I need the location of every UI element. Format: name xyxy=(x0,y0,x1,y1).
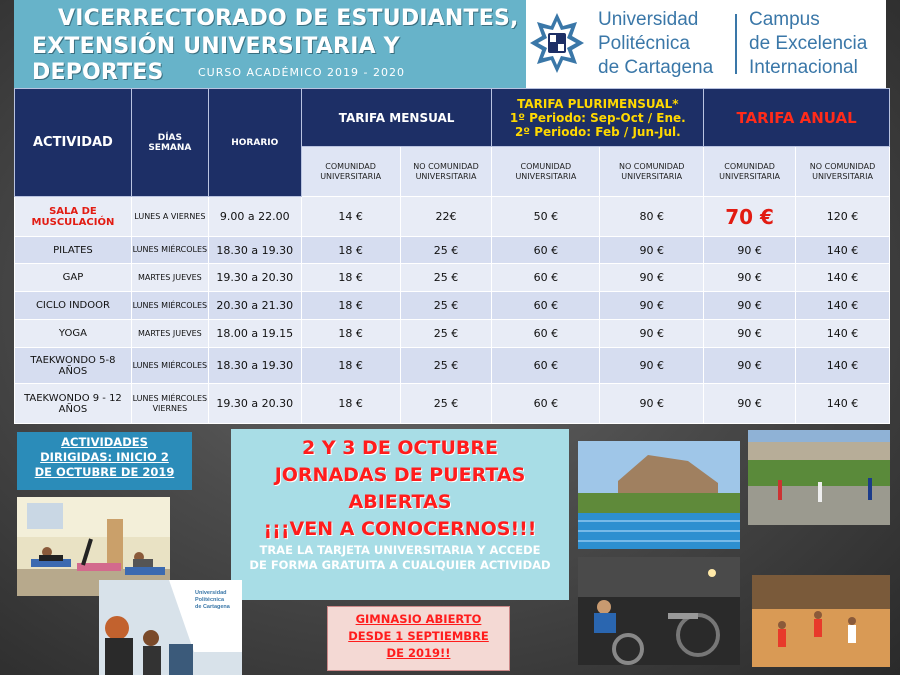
cell-horario: 20.30 a 21.30 xyxy=(208,292,301,320)
table-row xyxy=(15,348,890,384)
campus-line: de Excelencia xyxy=(749,33,868,54)
cell-price: 25 € xyxy=(400,348,492,384)
cell-dias: LUNES MIÉRCOLES xyxy=(131,348,208,384)
dirigidas-line: ACTIVIDADES xyxy=(61,435,148,449)
cell-price: 120 € xyxy=(796,197,890,237)
subheader-cell: COMUNIDAD UNIVERSITARIA xyxy=(492,147,600,197)
cell-price: 140 € xyxy=(796,320,890,348)
table-row xyxy=(15,237,890,264)
rates-table xyxy=(14,88,890,424)
dirigidas-line: DE OCTUBRE DE 2019 xyxy=(34,465,175,479)
cell-price: 22€ xyxy=(400,197,492,237)
cell-dias: MARTES JUEVES xyxy=(131,264,208,292)
university-name-line: de Cartagena xyxy=(598,57,714,78)
cell-horario: 19.30 a 20.30 xyxy=(208,264,301,292)
cell-price: 60 € xyxy=(492,237,600,264)
cell-dias: MARTES JUEVES xyxy=(131,320,208,348)
open-days-title: JORNADAS DE PUERTAS xyxy=(274,464,526,486)
cell-price: 50 € xyxy=(492,197,600,237)
header-title-line2: EXTENSIÓN UNIVERSITARIA Y DEPORTES xyxy=(32,34,400,85)
cell-price: 90 € xyxy=(704,237,796,264)
indoor-sports-photo xyxy=(752,575,890,667)
plurimensual-title: TARIFA PLURIMENSUAL* xyxy=(517,96,679,111)
cell-price: 90 € xyxy=(600,264,704,292)
university-emblem-icon xyxy=(529,12,585,74)
pool-photo xyxy=(578,441,740,549)
cell-price: 90 € xyxy=(704,264,796,292)
cell-price: 25 € xyxy=(400,320,492,348)
gym-line: GIMNASIO ABIERTO xyxy=(355,612,482,626)
cell-price: 25 € xyxy=(400,384,492,424)
cell-price: 90 € xyxy=(704,292,796,320)
cell-price: 140 € xyxy=(796,348,890,384)
campus-excelencia xyxy=(749,8,867,80)
cell-price: 90 € xyxy=(704,384,796,424)
cell-price: 60 € xyxy=(492,320,600,348)
col-tarifa-mensual: TARIFA MENSUAL xyxy=(301,89,492,147)
table-row xyxy=(15,384,890,424)
cell-price: 18 € xyxy=(301,384,400,424)
header-title-line1: VICERRECTORADO DE ESTUDIANTES, xyxy=(58,6,519,31)
cell-actividad: TAEKWONDO 5-8 AÑOS xyxy=(15,348,132,384)
subheader-cell: NO COMUNIDAD UNIVERSITARIA xyxy=(600,147,704,197)
actividades-dirigidas-box xyxy=(17,432,192,490)
gym-line: DE 2019!! xyxy=(386,646,451,660)
cell-actividad: YOGA xyxy=(15,320,132,348)
cell-price: 90 € xyxy=(704,320,796,348)
col-actividad: ACTIVIDAD xyxy=(15,89,132,197)
gym-line: DESDE 1 SEPTIEMBRE xyxy=(348,629,489,643)
cell-dias: LUNES MIÉRCOLES xyxy=(131,292,208,320)
spinning-photo xyxy=(578,557,740,665)
cell-dias: LUNES A VIERNES xyxy=(131,197,208,237)
table-row xyxy=(15,264,890,292)
cell-price: 25 € xyxy=(400,292,492,320)
course-year: CURSO ACADÉMICO 2019 - 2020 xyxy=(198,66,405,79)
cell-price: 18 € xyxy=(301,264,400,292)
cell-actividad: GAP xyxy=(15,264,132,292)
cell-price: 60 € xyxy=(492,384,600,424)
cell-actividad: PILATES xyxy=(15,237,132,264)
cell-price: 140 € xyxy=(796,292,890,320)
banner-text-line: Universidad xyxy=(195,590,227,596)
cell-dias: LUNES MIÉRCOLES xyxy=(131,237,208,264)
cell-price: 60 € xyxy=(492,264,600,292)
cell-price: 80 € xyxy=(600,197,704,237)
university-name xyxy=(598,8,713,80)
cell-price: 25 € xyxy=(400,264,492,292)
campus-line: Internacional xyxy=(749,57,858,78)
banner-text-line: de Cartagena xyxy=(195,604,230,610)
plurimensual-period2: 2º Periodo: Feb / Jun-Jul. xyxy=(514,124,681,139)
campus-line: Campus xyxy=(749,9,820,30)
header-divider xyxy=(735,14,737,74)
cell-horario: 19.30 a 20.30 xyxy=(208,384,301,424)
cell-price: 60 € xyxy=(492,348,600,384)
table-row xyxy=(15,197,890,237)
subheader-cell: COMUNIDAD UNIVERSITARIA xyxy=(301,147,400,197)
table-row xyxy=(15,320,890,348)
cell-price: 140 € xyxy=(796,264,890,292)
card-access-text: TRAE LA TARJETA UNIVERSITARIA Y ACCEDE DE FORMA GRATUITA A CUALQUIER ACTIVIDAD xyxy=(249,543,551,572)
open-days-cta: ¡¡¡VEN A CONOCERNOS!!! xyxy=(263,518,537,540)
banner-text-line: Politécnica xyxy=(195,597,225,603)
cell-price-highlight: 70 € xyxy=(704,197,796,237)
university-name-line: Universidad xyxy=(598,9,699,30)
subheader-cell: COMUNIDAD UNIVERSITARIA xyxy=(704,147,796,197)
cell-price: 18 € xyxy=(301,292,400,320)
open-days-title-2: ABIERTAS xyxy=(348,491,452,513)
cell-price: 90 € xyxy=(600,320,704,348)
col-horario: HORARIO xyxy=(208,89,301,197)
banner-people-photo xyxy=(99,580,242,675)
subheader-cell: NO COMUNIDAD UNIVERSITARIA xyxy=(796,147,890,197)
open-days-dates: 2 Y 3 DE OCTUBRE xyxy=(302,437,498,459)
cell-price: 18 € xyxy=(301,320,400,348)
cell-price: 90 € xyxy=(600,292,704,320)
cell-price: 60 € xyxy=(492,292,600,320)
university-name-line: Politécnica xyxy=(598,33,690,54)
col-tarifa-plurimensual xyxy=(492,89,704,147)
subheader-cell: NO COMUNIDAD UNIVERSITARIA xyxy=(400,147,492,197)
open-days-box xyxy=(231,429,569,600)
cell-price: 90 € xyxy=(600,384,704,424)
plurimensual-period1: 1º Periodo: Sep-Oct / Ene. xyxy=(509,110,686,125)
cell-horario: 18.00 a 19.15 xyxy=(208,320,301,348)
cell-price: 90 € xyxy=(704,348,796,384)
cell-actividad: TAEKWONDO 9 - 12 AÑOS xyxy=(15,384,132,424)
header xyxy=(14,0,886,88)
cell-horario: 18.30 a 19.30 xyxy=(208,348,301,384)
table-row xyxy=(15,292,890,320)
cell-actividad: CICLO INDOOR xyxy=(15,292,132,320)
cell-price: 140 € xyxy=(796,384,890,424)
cell-dias: LUNES MIÉRCOLES VIERNES xyxy=(131,384,208,424)
gym-open-box xyxy=(327,606,510,671)
cell-price: 90 € xyxy=(600,237,704,264)
cell-price: 18 € xyxy=(301,237,400,264)
cell-price: 18 € xyxy=(301,348,400,384)
cell-horario: 18.30 a 19.30 xyxy=(208,237,301,264)
banner-text xyxy=(195,590,240,611)
cell-price: 90 € xyxy=(600,348,704,384)
cell-price: 14 € xyxy=(301,197,400,237)
outdoor-sports-photo xyxy=(748,430,890,525)
col-tarifa-anual: TARIFA ANUAL xyxy=(704,89,890,147)
dirigidas-line: DIRIGIDAS: INICIO 2 xyxy=(40,450,169,464)
cell-horario: 9.00 a 22.00 xyxy=(208,197,301,237)
cell-price: 25 € xyxy=(400,237,492,264)
col-dias: DÍAS SEMANA xyxy=(131,89,208,197)
cell-price: 140 € xyxy=(796,237,890,264)
cell-actividad: SALA DE MUSCULACIÓN xyxy=(15,197,132,237)
